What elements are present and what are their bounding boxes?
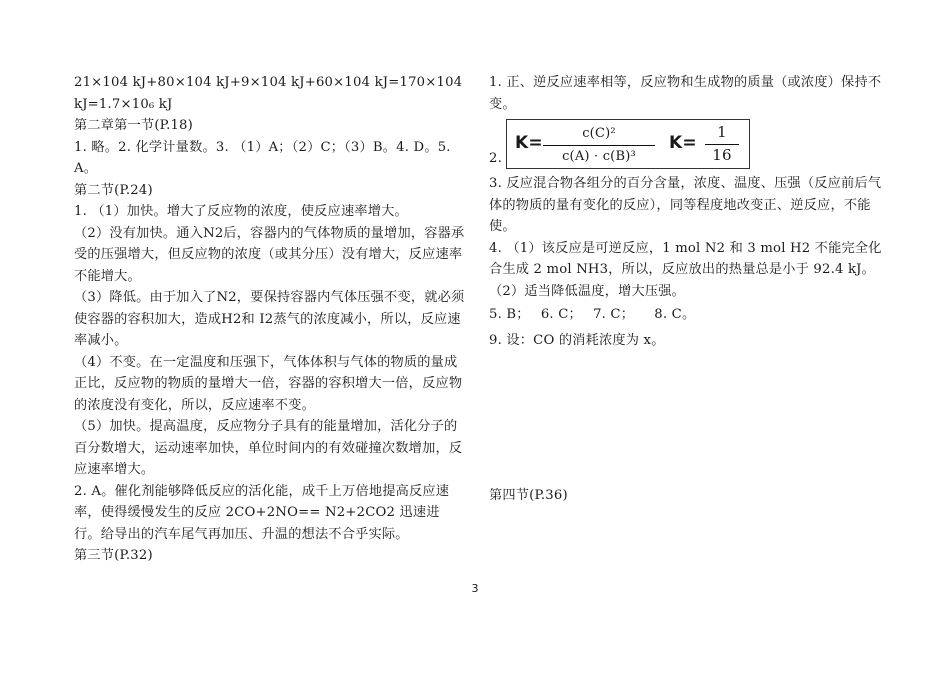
answer-s3-q9: 9. 设：CO 的消耗浓度为 x。 <box>489 332 665 348</box>
k-label-value: K= <box>668 133 697 153</box>
answer-s2-q1-3: （3）降低。由于加入了N2，要保持容器内气体压强不变，就必须使容器的容积加大，造成H2和 I2蒸气的浓度减小，所以，反应速率减小。 <box>74 290 465 348</box>
k-label-general: K= <box>514 133 543 153</box>
answer-s2-q1-2: （2）没有加快。通入N2后，容器内的气体物质的量增加，容器承受的压强增大，但反应物的浓度（或其分压）没有增大，反应速率不能增大。 <box>74 225 465 284</box>
answer-s3-q1: 1. 正、逆反应速率相等，反应物和生成物的质量（或浓度）保持不变。 <box>489 75 882 112</box>
answer-s2-q1-1: 1. （1）加快。增大了反应物的浓度，使反应速率增大。 <box>74 204 408 219</box>
answer-s2-q1-4: （4）不变。在一定温度和压强下，气体体积与气体的物质的量成正比，反应物的物质的量增大一倍，容器的容积增大一倍，反应物的浓度没有变化，所以，反应速率不变。 <box>74 354 463 413</box>
section-heading-ch2-s1: 第二章第一节(P.18) <box>74 118 193 133</box>
right-column <box>489 72 884 507</box>
k-fraction-general <box>543 123 655 167</box>
answer-ch2-s1: 1. 略。2. 化学计量数。3. （1）A；（2）C；（3）B。4. D。5. A。 <box>74 139 451 176</box>
k-value-denominator: 16 <box>712 145 732 164</box>
energy-calc-line: 21×104 kJ+80×104 kJ+9×104 kJ+60×104 kJ=170×104 kJ=1.7×10₆ kJ <box>74 75 463 112</box>
question-number: 2. <box>489 150 502 166</box>
section-heading-s2: 第二节(P.24) <box>74 182 153 198</box>
k-value-numerator: 1 <box>705 122 739 145</box>
answer-s3-q2 <box>489 119 884 169</box>
left-column <box>74 72 466 567</box>
answer-s2-q1-5: （5）加快。提高温度，反应物分子具有的能量增加，活化分子的百分数增大，运动速率加快，单位时间内的有效碰撞次数增加，反应速率增大。 <box>74 419 463 477</box>
section-heading-s4: 第四节(P.36) <box>489 488 568 503</box>
k-fraction-value <box>705 122 739 166</box>
blank-space <box>489 351 884 485</box>
section-heading-s3: 第三节(P.32) <box>74 548 153 563</box>
equilibrium-constant-formula <box>506 119 750 169</box>
k-numerator: c(C)² <box>543 123 655 146</box>
answer-s2-q2: 2. A。催化剂能够降低反应的活化能，成千上万倍地提高反应速率，使得缓慢发生的反应 2CO+2NO== N2+2CO2 迅速进行。给导出的汽车尾气再加压、升温的想法不合乎实际。 <box>74 483 450 542</box>
page-number: 3 <box>471 582 479 595</box>
answer-s3-q3: 3. 反应混合物各组分的百分含量，浓度、温度、压强（反应前后气体的物质的量有变化的反应），同等程度地改变正、逆反应，不能使。 <box>489 176 882 234</box>
answer-s3-q5-8: 5. B； 6. C； 7. C； 8. C。 <box>489 307 696 322</box>
answer-s3-q4-2: （2）适当降低温度，增大压强。 <box>489 283 686 299</box>
answer-s3-q4-1: 4. （1）该反应是可逆反应，1 mol N2 和 3 mol H2 不能完全化合生成 2 mol NH3，所以，反应放出的热量总是小于 92.4 kJ。 <box>489 240 882 277</box>
k-denominator: c(A) · c(B)³ <box>562 148 636 164</box>
